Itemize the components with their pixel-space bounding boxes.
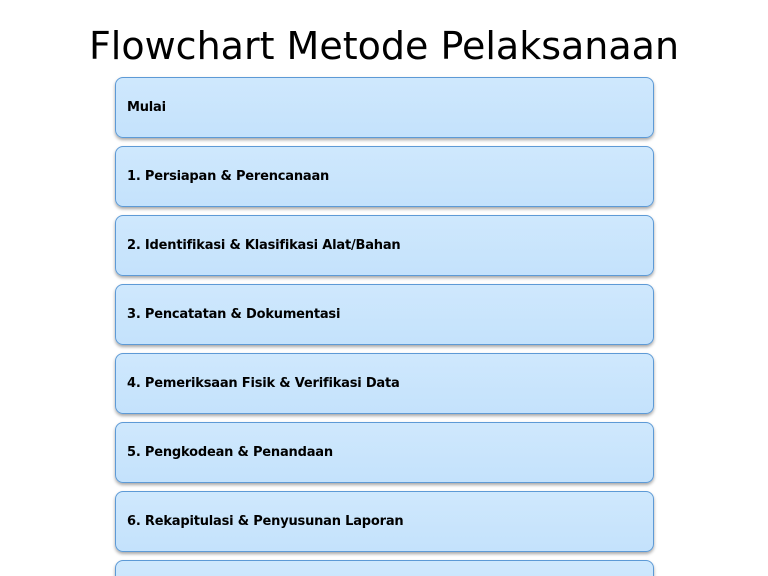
flowchart-step-2 <box>115 215 654 276</box>
flowchart-step-5 <box>115 422 654 483</box>
step-label: 1. Persiapan & Perencanaan <box>127 169 330 184</box>
flowchart-step-6 <box>115 491 654 552</box>
flowchart-step-1 <box>115 146 654 207</box>
flowchart <box>115 77 654 576</box>
flowchart-step-3 <box>115 284 654 345</box>
step-label: 5. Pengkodean & Penandaan <box>127 445 333 460</box>
step-label: 6. Rekapitulasi & Penyusunan Laporan <box>127 514 404 529</box>
page-title: Flowchart Metode Pelaksanaan <box>88 24 680 68</box>
step-label: 4. Pemeriksaan Fisik & Verifikasi Data <box>127 376 400 391</box>
flowchart-step-start <box>115 77 654 138</box>
flowchart-step-7 <box>115 560 654 576</box>
step-label: 2. Identifikasi & Klasifikasi Alat/Bahan <box>127 238 401 253</box>
flowchart-step-4 <box>115 353 654 414</box>
step-label: 3. Pencatatan & Dokumentasi <box>127 307 341 322</box>
step-label: Mulai <box>127 100 166 115</box>
